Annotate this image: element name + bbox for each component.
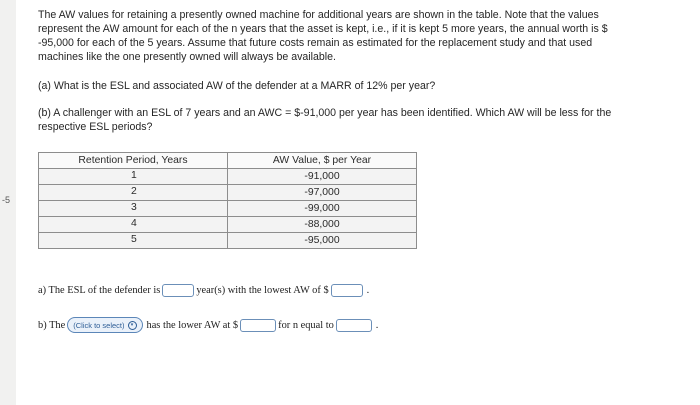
year-cell bbox=[39, 217, 228, 233]
answer-b-middle: has the lower AW at $ bbox=[146, 319, 239, 331]
lower-aw-input[interactable] bbox=[240, 319, 276, 332]
answer-b-prefix: b) The bbox=[38, 319, 66, 331]
answer-row-a bbox=[38, 284, 369, 297]
lowest-aw-input[interactable] bbox=[331, 284, 363, 297]
question-b-line-1: (b) A challenger with an ESL of 7 years and an AWC = $-91,000 per year has been identified. Which AW will be less for the bbox=[38, 107, 612, 119]
answer-b-suffix: . bbox=[375, 319, 379, 331]
n-value-input[interactable] bbox=[336, 319, 372, 332]
year-value: 2 bbox=[131, 186, 137, 197]
table-row bbox=[39, 185, 417, 201]
question-b-line-2: respective ESL periods? bbox=[38, 121, 153, 133]
aw-cell: -91,000 bbox=[228, 169, 417, 185]
alternative-select-dropdown[interactable] bbox=[67, 317, 142, 333]
table-row bbox=[39, 201, 417, 217]
aw-values-table bbox=[38, 152, 417, 249]
intro-line-1: The AW values for retaining a presently owned machine for additional years are shown in the table. Note that the values bbox=[38, 9, 599, 21]
year-value: 4 bbox=[131, 218, 137, 229]
year-value: 1 bbox=[131, 170, 137, 181]
question-a: (a) What is the ESL and associated AW of the defender at a MARR of 12% per year? bbox=[38, 80, 436, 92]
year-value: 3 bbox=[131, 202, 137, 213]
edge-mark: -5 bbox=[2, 195, 11, 205]
aw-cell: -99,000 bbox=[228, 201, 417, 217]
esl-answer-input[interactable] bbox=[162, 284, 194, 297]
answer-row-b bbox=[38, 317, 378, 333]
header-retention-period: Retention Period, Years bbox=[39, 153, 228, 169]
year-cell bbox=[39, 233, 228, 249]
year-value: 5 bbox=[131, 234, 137, 245]
aw-cell: -97,000 bbox=[228, 185, 417, 201]
table-row bbox=[39, 169, 417, 185]
chevron-icon: ▾ bbox=[128, 321, 137, 330]
answer-a-prefix: a) The ESL of the defender is bbox=[38, 285, 161, 296]
aw-cell: -88,000 bbox=[228, 217, 417, 233]
intro-line-4: machines like the one presently owned will always be available. bbox=[38, 51, 336, 63]
intro-line-2: represent the AW amount for each of the n years that the asset is kept, i.e., if it is kept 5 more years, the annual worth is $ bbox=[38, 23, 608, 35]
table-header-row bbox=[39, 153, 417, 169]
select-label: (Click to select) bbox=[73, 320, 125, 330]
header-aw-value: AW Value, $ per Year bbox=[228, 153, 417, 169]
answer-b-middle-2: for n equal to bbox=[278, 319, 334, 331]
table-row bbox=[39, 233, 417, 249]
answer-a-suffix: . bbox=[366, 285, 370, 296]
table-row bbox=[39, 217, 417, 233]
aw-cell: -95,000 bbox=[228, 233, 417, 249]
year-cell bbox=[39, 185, 228, 201]
year-cell bbox=[39, 169, 228, 185]
question-b bbox=[38, 106, 678, 134]
problem-statement bbox=[38, 8, 678, 64]
answer-a-middle: year(s) with the lowest AW of $ bbox=[196, 285, 329, 296]
intro-line-3: -95,000 for each of the 5 years. Assume that future costs remain as estimated for the replacement study and that used bbox=[38, 37, 593, 49]
year-cell bbox=[39, 201, 228, 217]
